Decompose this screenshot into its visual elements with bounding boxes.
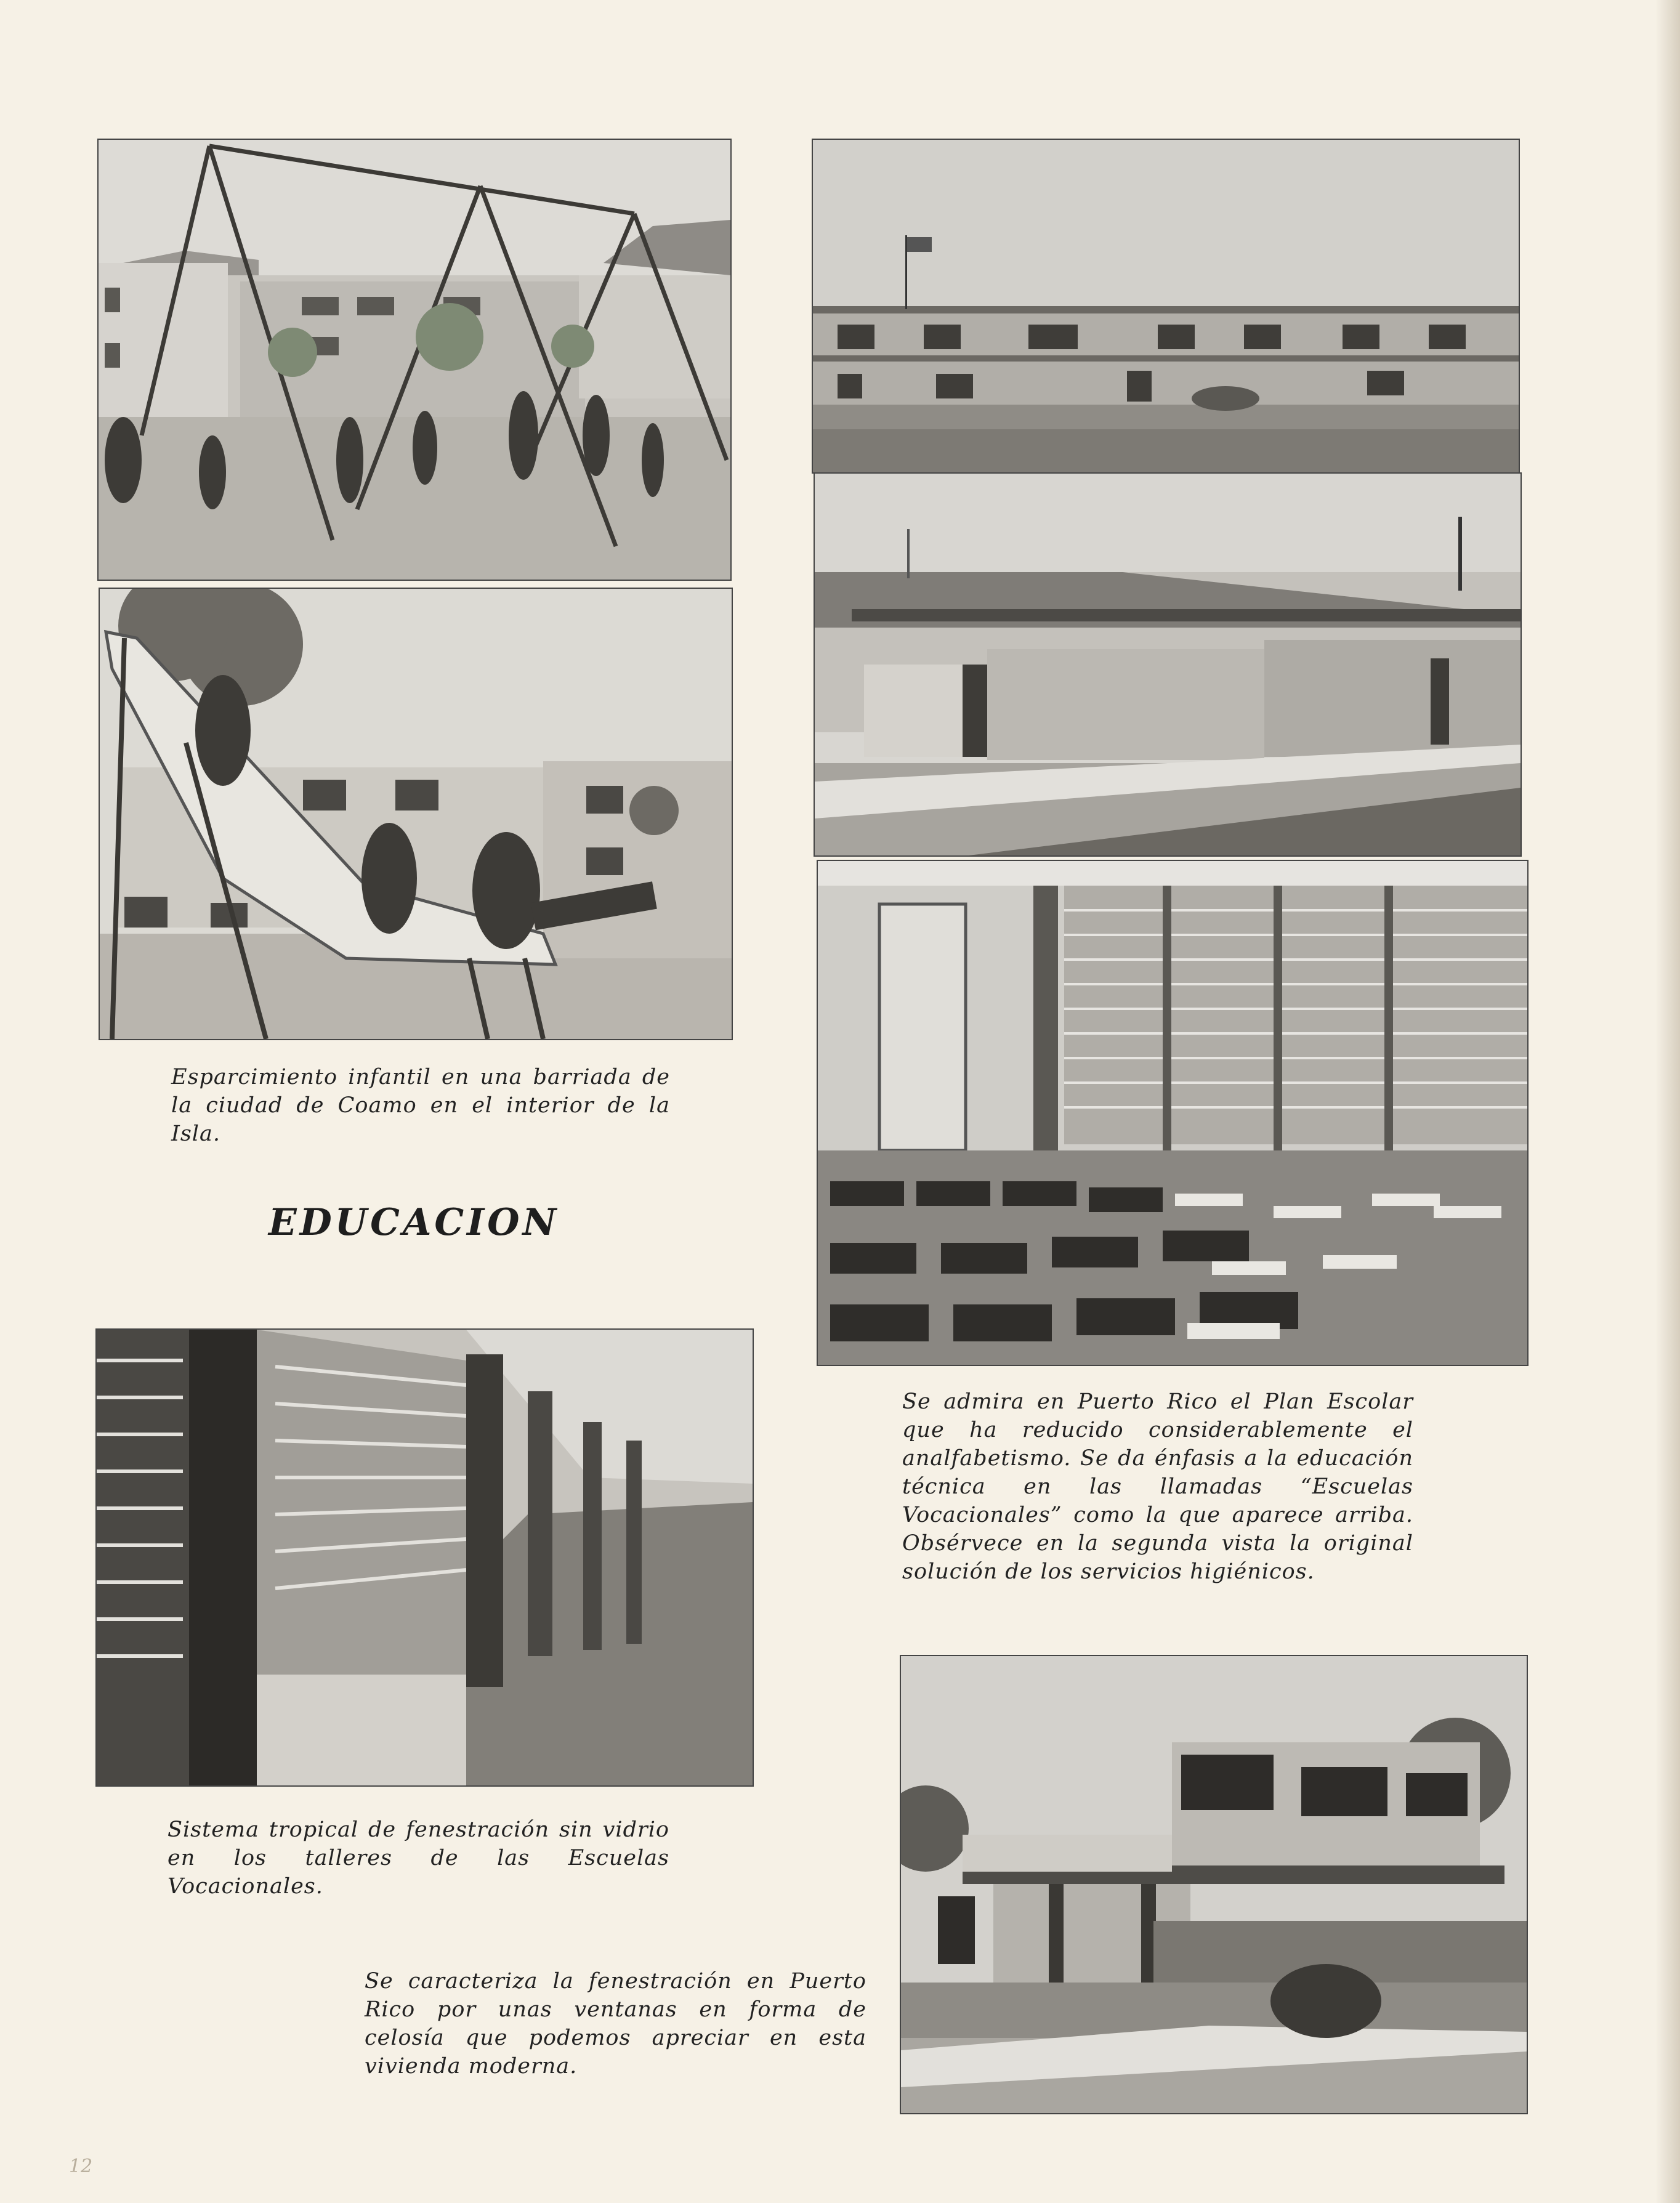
photo-modern-house (900, 1655, 1528, 2114)
section-heading: EDUCACION (269, 1201, 560, 1244)
caption-fenestration: Sistema tropical de fenestración sin vidrio en los talleres de las Escuelas Vocacionales. (168, 1817, 669, 1899)
photo-school-building (812, 139, 1520, 474)
photo-playground-swings (97, 139, 732, 581)
photo-playground-slide (99, 588, 733, 1040)
caption-school-plan: Se admira en Puerto Rico el Plan Escolar que ha reducido considerablemente el analfabetismo. Se da énfasis a la educación técnica en las llamadas “Escuelas Vocacionales” como la que aparece arriba. Obsérvece en la segunda vista la original solución de los servicios higiénicos. (902, 1389, 1413, 1584)
caption-playground: Esparcimiento infantil en una barriada de la ciudad de Coamo en el interior de la Isla. (171, 1065, 670, 1146)
caption-housing: Se caracteriza la fenestración en Puerto Rico por unas ventanas en forma de celosía que podemos apreciar en esta vivienda moderna. (365, 1969, 866, 2079)
photo-louver-workshop (95, 1328, 754, 1787)
photo-sanitary-services (814, 472, 1522, 857)
photo-classroom (817, 860, 1529, 1366)
page-number: 12 (69, 2156, 93, 2177)
page-edge-shadow (1655, 0, 1680, 2203)
